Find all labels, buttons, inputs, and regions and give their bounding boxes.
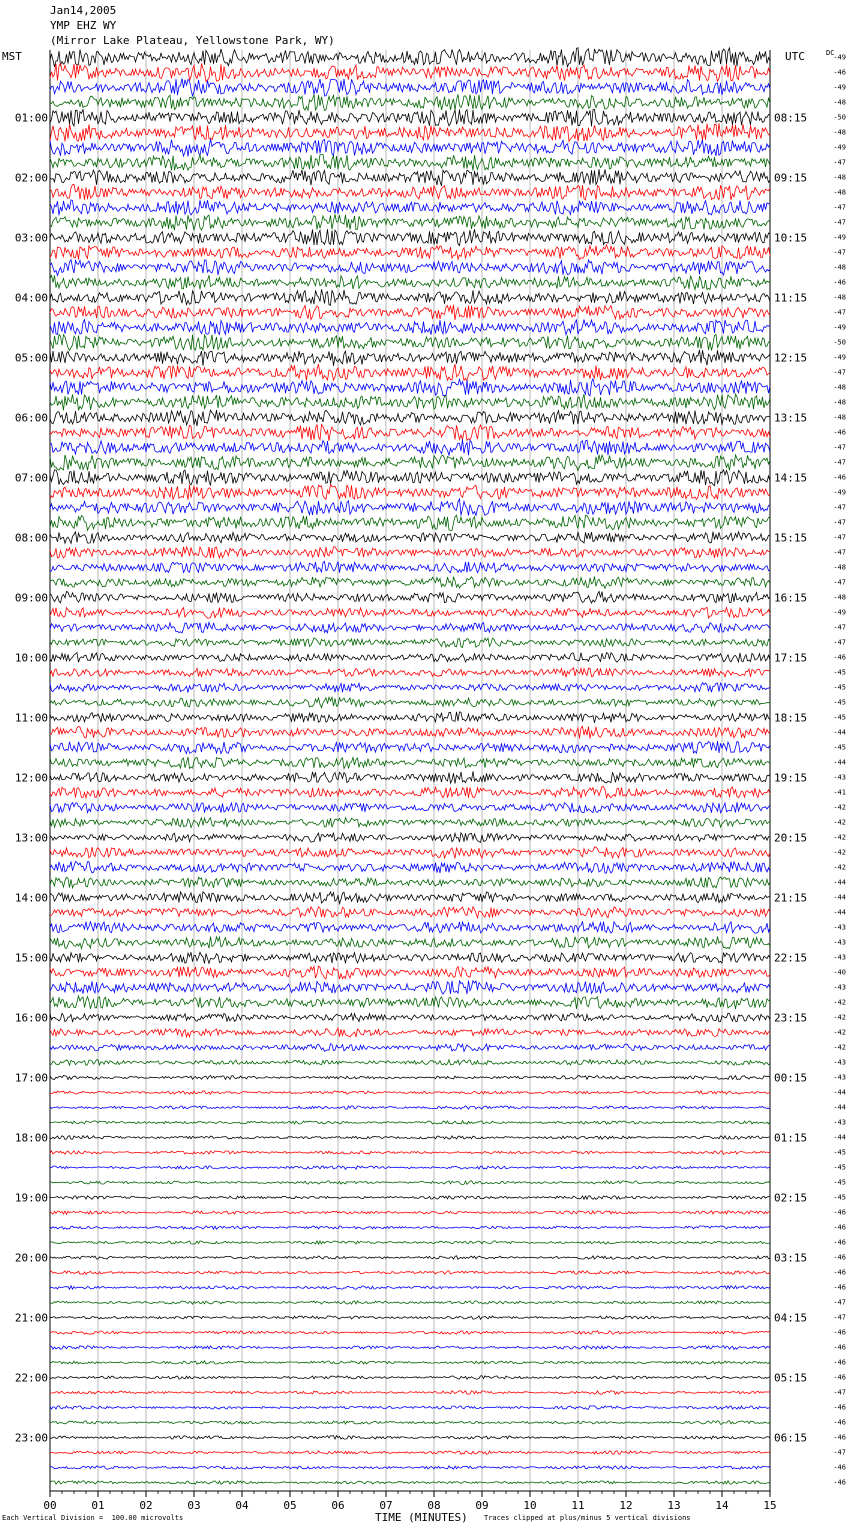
dc-offset-label: -47 (833, 248, 846, 257)
x-tick-label: 11 (571, 1499, 585, 1512)
x-tick-label: 13 (667, 1499, 681, 1512)
x-axis-title: TIME (MINUTES) (375, 1511, 468, 1524)
dc-offset-label: -43 (833, 983, 846, 992)
dc-offset-label: -42 (833, 998, 846, 1007)
trace-line (50, 1346, 770, 1350)
trace-line (50, 515, 770, 530)
trace-line (50, 712, 770, 723)
dc-offset-label: -49 (833, 233, 846, 242)
dc-offset-label: -50 (833, 113, 846, 122)
trace-line (50, 907, 770, 918)
utc-hour-label: 19:15 (774, 771, 808, 785)
chart-date: Jan14,2005 (50, 4, 117, 17)
mst-hour-label: 20:00 (14, 1251, 48, 1265)
dc-offset-label: -47 (833, 1448, 846, 1457)
mst-hour-label: 08:00 (14, 531, 48, 545)
dc-offset-label: -45 (833, 1163, 846, 1172)
left-axis-title: MST (2, 50, 22, 63)
dc-offset-label: -47 (833, 638, 846, 647)
dc-offset-label: -43 (833, 1118, 846, 1127)
trace-line (50, 1136, 770, 1140)
trace-line (50, 123, 770, 141)
utc-hour-label: 05:15 (774, 1371, 808, 1385)
mst-hour-label: 06:00 (14, 411, 48, 425)
trace-line (50, 1451, 770, 1455)
trace-line (50, 1028, 770, 1037)
dc-offset-label: -46 (833, 1268, 846, 1277)
dc-offset-label: -44 (833, 758, 846, 767)
trace-line (50, 78, 770, 96)
x-tick-label: 15 (763, 1499, 777, 1512)
trace-line (50, 608, 770, 619)
dc-offset-label: -48 (833, 398, 846, 407)
x-tick-label: 09 (475, 1499, 489, 1512)
dc-offset-label: -47 (833, 158, 846, 167)
dc-offset-label: -45 (833, 1148, 846, 1157)
trace-line (50, 818, 770, 828)
dc-offset-label: -45 (833, 683, 846, 692)
mst-hour-label: 12:00 (14, 771, 48, 785)
dc-offset-label: -46 (833, 278, 846, 287)
mst-hour-label: 23:00 (14, 1431, 48, 1445)
dc-offset-label: -48 (833, 128, 846, 137)
mst-hour-label: 16:00 (14, 1011, 48, 1025)
trace-line (50, 1226, 770, 1229)
trace-line (50, 1361, 770, 1365)
dc-offset-label: -48 (833, 263, 846, 272)
utc-hour-label: 00:15 (774, 1071, 808, 1085)
mst-hour-label: 21:00 (14, 1311, 48, 1325)
trace-line (50, 484, 770, 499)
trace-line (50, 787, 770, 799)
trace-line (50, 741, 770, 754)
trace-line (50, 1256, 770, 1259)
dc-offset-label: -44 (833, 728, 846, 737)
utc-hour-label: 02:15 (774, 1191, 808, 1205)
mst-hour-labels (15, 112, 48, 1445)
trace-line (50, 577, 770, 589)
trace-line (50, 1436, 770, 1440)
minute-gridlines (50, 50, 770, 1491)
trace-line (50, 847, 770, 858)
trace-line (50, 921, 770, 933)
trace-line (50, 200, 770, 215)
dc-offset-label: -48 (833, 413, 846, 422)
trace-line (50, 1481, 770, 1485)
dc-offset-label: -49 (833, 488, 846, 497)
station-code: YMP EHZ WY (50, 19, 117, 32)
trace-line (50, 1076, 770, 1080)
dc-offset-label: -43 (833, 1058, 846, 1067)
utc-hour-labels (774, 112, 807, 1445)
dc-offset-label: -40 (833, 968, 846, 977)
trace-line (50, 1286, 770, 1289)
utc-hour-label: 01:15 (774, 1131, 808, 1145)
dc-offset-label: -44 (833, 1103, 846, 1112)
clip-note: Traces clipped at plus/minus 5 vertical divisions (484, 1514, 691, 1522)
dc-offset-label: -43 (833, 1073, 846, 1082)
x-tick-label: 05 (283, 1499, 297, 1512)
mst-hour-label: 15:00 (14, 951, 48, 965)
trace-line (50, 499, 770, 516)
trace-line (50, 1301, 770, 1304)
trace-line (50, 1091, 770, 1095)
dc-offset-label: -47 (833, 503, 846, 512)
dc-offset-label: -50 (833, 338, 846, 347)
dc-offset-label: -46 (833, 1358, 846, 1367)
trace-line (50, 653, 770, 663)
mst-hour-label: 05:00 (14, 351, 48, 365)
dc-offset-label: -46 (833, 1418, 846, 1427)
trace-line (50, 260, 770, 276)
mst-hour-label: 09:00 (14, 591, 48, 605)
utc-hour-label: 08:15 (774, 111, 808, 125)
dc-offset-label: -41 (833, 788, 846, 797)
trace-line (50, 48, 770, 67)
trace-line (50, 350, 770, 366)
trace-line (50, 547, 770, 558)
x-tick-label: 14 (715, 1499, 729, 1512)
trace-line (50, 214, 770, 230)
dc-offset-label: -43 (833, 938, 846, 947)
trace-line (50, 877, 770, 888)
dc-offset-label: -46 (833, 68, 846, 77)
x-tick-label: 08 (427, 1499, 441, 1512)
dc-offset-label: -47 (833, 368, 846, 377)
mst-hour-label: 13:00 (14, 831, 48, 845)
trace-line (50, 952, 770, 963)
trace-line (50, 1376, 770, 1379)
dc-offset-label: -48 (833, 293, 846, 302)
trace-line (50, 320, 770, 335)
x-tick-label: 06 (331, 1499, 345, 1512)
dc-offset-label: -42 (833, 848, 846, 857)
dc-offset-label: -42 (833, 863, 846, 872)
utc-hour-label: 12:15 (774, 351, 808, 365)
utc-hour-label: 13:15 (774, 411, 808, 425)
dc-offset-label: -45 (833, 713, 846, 722)
dc-offset-label: -49 (833, 353, 846, 362)
trace-line (50, 364, 770, 381)
dc-offset-label: -45 (833, 1178, 846, 1187)
trace-line (50, 966, 770, 979)
scale-note: Each Vertical Division = 100.00 microvolts (2, 1514, 184, 1522)
mst-hour-label: 18:00 (14, 1131, 48, 1145)
dc-offset-label: -46 (833, 1403, 846, 1412)
trace-line (50, 245, 770, 260)
trace-line (50, 683, 770, 693)
mst-hour-label: 14:00 (14, 891, 48, 905)
dc-offset-label: -44 (833, 1133, 846, 1142)
trace-line (50, 697, 770, 707)
x-tick-label: 02 (139, 1499, 153, 1512)
dc-offset-label: -45 (833, 743, 846, 752)
trace-line (50, 638, 770, 648)
dc-offset-title: DC (826, 49, 835, 57)
trace-line (50, 833, 770, 843)
dc-offset-label: -44 (833, 1088, 846, 1097)
dc-offset-label: -46 (833, 1253, 846, 1262)
dc-offset-label: -47 (833, 518, 846, 527)
trace-line (50, 109, 770, 126)
trace-line (50, 1044, 770, 1052)
dc-offset-label: -46 (833, 473, 846, 482)
time-axis (43, 1491, 776, 1512)
trace-line (50, 169, 770, 186)
dc-offset-label: -47 (833, 203, 846, 212)
trace-line (50, 757, 770, 769)
dc-offset-label: -43 (833, 953, 846, 962)
x-tick-label: 07 (379, 1499, 393, 1512)
mst-hour-label: 04:00 (14, 291, 48, 305)
x-tick-label: 03 (187, 1499, 201, 1512)
dc-offset-label: -42 (833, 1043, 846, 1052)
trace-line (50, 439, 770, 455)
trace-line (50, 1421, 770, 1425)
right-axis-title: UTC (785, 50, 805, 63)
trace-line (50, 410, 770, 426)
trace-line (50, 1013, 770, 1022)
mst-hour-label: 11:00 (14, 711, 48, 725)
utc-hour-label: 09:15 (774, 171, 808, 185)
trace-line (50, 139, 770, 157)
dc-offset-label: -47 (833, 623, 846, 632)
trace-line (50, 1151, 770, 1155)
dc-offset-label: -46 (833, 1283, 846, 1292)
trace-line (50, 1211, 770, 1215)
dc-offset-label: -46 (833, 1328, 846, 1337)
dc-offset-label: -47 (833, 308, 846, 317)
dc-offset-label: -47 (833, 1313, 846, 1322)
trace-line (50, 726, 770, 738)
dc-offset-label: -47 (833, 533, 846, 542)
trace-line (50, 63, 770, 81)
utc-hour-label: 22:15 (774, 951, 808, 965)
dc-offset-label: -46 (833, 1373, 846, 1382)
dc-offset-label: -44 (833, 878, 846, 887)
trace-line (50, 892, 770, 904)
utc-hour-label: 06:15 (774, 1431, 808, 1445)
mst-hour-label: 22:00 (14, 1371, 48, 1385)
dc-offset-label: -46 (833, 1238, 846, 1247)
trace-line (50, 94, 770, 110)
mst-hour-label: 07:00 (14, 471, 48, 485)
trace-line (50, 394, 770, 410)
dc-offset-label: -48 (833, 188, 846, 197)
trace-line (50, 379, 770, 396)
trace-line (50, 424, 770, 440)
dc-offset-label: -47 (833, 458, 846, 467)
dc-offset-label: -46 (833, 653, 846, 662)
x-tick-label: 01 (91, 1499, 105, 1512)
trace-line (50, 981, 770, 994)
x-tick-label: 04 (235, 1499, 249, 1512)
dc-offset-label: -46 (833, 1343, 846, 1352)
trace-line (50, 1331, 770, 1335)
trace-line (50, 592, 770, 604)
dc-offset-label: -49 (833, 608, 846, 617)
trace-line (50, 154, 770, 170)
mst-hour-label: 03:00 (14, 231, 48, 245)
utc-hour-label: 23:15 (774, 1011, 808, 1025)
dc-offset-label: -44 (833, 893, 846, 902)
trace-line (50, 229, 770, 245)
mst-hour-label: 02:00 (14, 171, 48, 185)
dc-offset-label: -46 (833, 1223, 846, 1232)
dc-offset-label: -46 (833, 1463, 846, 1472)
trace-line (50, 184, 770, 200)
trace-line (50, 1241, 770, 1244)
mst-hour-label: 17:00 (14, 1071, 48, 1085)
x-tick-label: 00 (43, 1499, 57, 1512)
trace-line (50, 275, 770, 289)
dc-offset-label: -47 (833, 578, 846, 587)
utc-hour-label: 21:15 (774, 891, 808, 905)
dc-offset-label: -45 (833, 698, 846, 707)
trace-line (50, 1121, 770, 1125)
dc-offset-label: -47 (833, 218, 846, 227)
utc-hour-label: 03:15 (774, 1251, 808, 1265)
utc-hour-label: 11:15 (774, 291, 808, 305)
trace-line (50, 1316, 770, 1319)
trace-line (50, 622, 770, 633)
trace-line (50, 334, 770, 350)
dc-offset-label: -42 (833, 803, 846, 812)
mst-hour-label: 01:00 (14, 111, 48, 125)
dc-offset-label: -48 (833, 173, 846, 182)
trace-line (50, 1060, 770, 1066)
trace-line (50, 1106, 770, 1109)
trace-line (50, 455, 770, 471)
trace-line (50, 1181, 770, 1185)
trace-line (50, 1466, 770, 1470)
x-tick-label: 10 (523, 1499, 537, 1512)
utc-hour-label: 14:15 (774, 471, 808, 485)
dc-offset-label: -48 (833, 383, 846, 392)
dc-offset-label: -47 (833, 443, 846, 452)
dc-offset-label: -49 (833, 53, 846, 62)
dc-offset-label: -45 (833, 1193, 846, 1202)
dc-offset-label: -49 (833, 143, 846, 152)
utc-hour-label: 18:15 (774, 711, 808, 725)
dc-offset-label: -45 (833, 668, 846, 677)
dc-offset-label: -47 (833, 1298, 846, 1307)
trace-line (50, 532, 770, 544)
trace-line (50, 937, 770, 949)
trace-line (50, 1271, 770, 1275)
dc-offset-label: -44 (833, 908, 846, 917)
trace-line (50, 771, 770, 783)
trace-group (50, 48, 770, 1485)
dc-offset-labels (833, 54, 846, 1487)
utc-hour-label: 17:15 (774, 651, 808, 665)
trace-line (50, 996, 770, 1009)
dc-offset-label: -47 (833, 1388, 846, 1397)
dc-offset-label: -46 (833, 1208, 846, 1217)
dc-offset-label: -47 (833, 548, 846, 557)
dc-offset-label: -42 (833, 833, 846, 842)
station-location: (Mirror Lake Plateau, Yellowstone Park, WY) (50, 34, 335, 47)
trace-line (50, 561, 770, 572)
dc-offset-label: -46 (833, 1433, 846, 1442)
utc-hour-label: 04:15 (774, 1311, 808, 1325)
trace-line (50, 289, 770, 305)
trace-line (50, 1406, 770, 1410)
dc-offset-label: -46 (833, 428, 846, 437)
trace-line (50, 1391, 770, 1395)
trace-line (50, 861, 770, 873)
dc-offset-label: -49 (833, 83, 846, 92)
dc-offset-label: -42 (833, 1028, 846, 1037)
utc-hour-label: 20:15 (774, 831, 808, 845)
dc-offset-label: -49 (833, 323, 846, 332)
utc-hour-label: 10:15 (774, 231, 808, 245)
dc-offset-label: -48 (833, 563, 846, 572)
utc-hour-label: 15:15 (774, 531, 808, 545)
trace-line (50, 470, 770, 486)
trace-line (50, 1166, 770, 1170)
mst-hour-label: 10:00 (14, 651, 48, 665)
mst-hour-label: 19:00 (14, 1191, 48, 1205)
dc-offset-label: -43 (833, 773, 846, 782)
trace-line (50, 1196, 770, 1200)
trace-line (50, 802, 770, 813)
trace-line (50, 668, 770, 677)
dc-offset-label: -48 (833, 593, 846, 602)
dc-offset-label: -43 (833, 923, 846, 932)
dc-offset-label: -42 (833, 1013, 846, 1022)
trace-line (50, 305, 770, 320)
utc-hour-label: 16:15 (774, 591, 808, 605)
dc-offset-label: -48 (833, 98, 846, 107)
dc-offset-label: -46 (833, 1478, 846, 1487)
x-tick-label: 12 (619, 1499, 633, 1512)
dc-offset-label: -42 (833, 818, 846, 827)
